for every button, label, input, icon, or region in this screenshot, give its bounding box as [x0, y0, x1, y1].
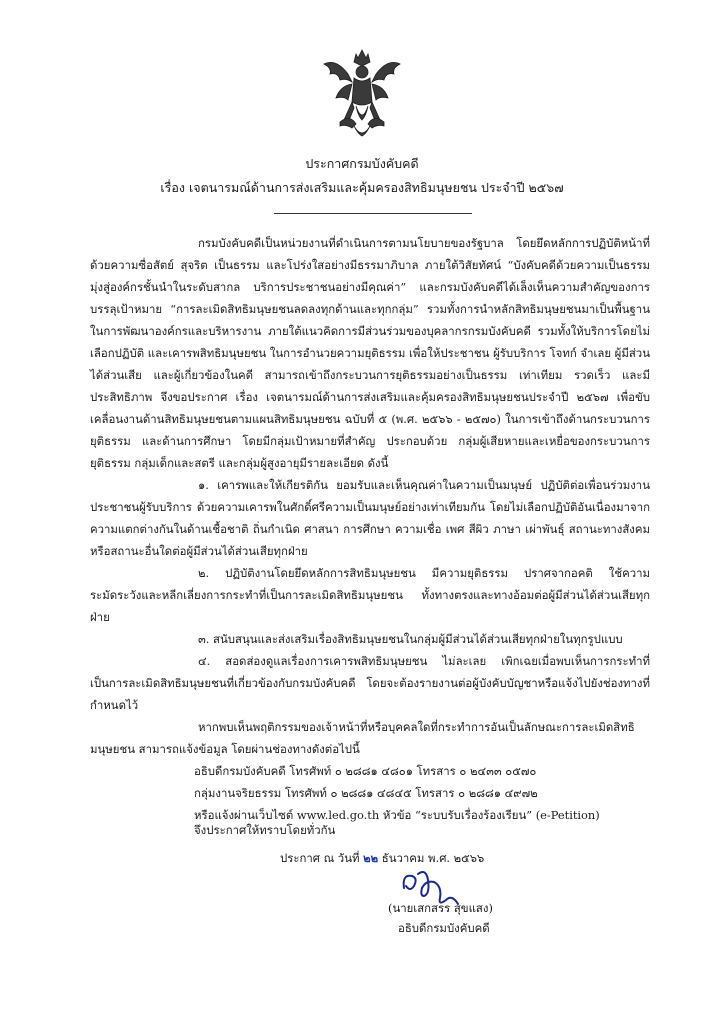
contact-director: อธิบดีกรมบังคับคดี โทรศัพท์ ๐ ๒๘๘๑ ๔๘๐๑ โทรสาร ๐ ๒๔๓๓ ๐๕๗๐ — [194, 764, 537, 778]
closing-statement: จึงประกาศให้ทราบโดยทั่วกัน — [194, 823, 336, 837]
announcement-title: ประกาศกรมบังคับคดี — [305, 156, 419, 171]
list-item: ๑. เคารพและให้เกียรติกัน ยอมรับและเห็นคุณค่าในความเป็นมนุษย์ ปฏิบัติต่อเพื่อนร่วมงาน ประชาชนผู้รับบริการ ด้วยความเคารพในศักดิ์ศรีความเป็นมนุษย์อย่างเท่าเทียมกัน โดยไม่เลือกปฏิบัติอันเนื่องมาจากความแตกต่างกันในด้านเชื้อชาติ ถิ่นกำเนิด ศาสนา การศึกษา ความเชื่อ เพศ สีผิว ภาษา เผ่าพันธุ์ สถานะทางสังคม หรือสถานะอื่นใดต่อผู้มีส่วนได้ส่วนเสียทุกฝ่าย — [90, 478, 650, 558]
divider — [274, 213, 472, 214]
garuda-emblem-icon — [318, 44, 406, 144]
list-item: ๒. ปฏิบัติงานโดยยึดหลักการสิทธิมนุษยชน มีความยุติธรรม ปราศจากอคติ ใช้ความระมัดระวังและหลีกเลี่ยงการกระทำที่เป็นการละเมิดสิทธิมนุษยชน ทั้งทางตรงและทางอ้อมต่อผู้มีส่วนได้ส่วนเสียทุกฝ่าย — [90, 566, 650, 624]
contact-ethics-group: กลุ่มงานจริยธรรม โทรศัพท์ ๐ ๒๘๘๑ ๔๘๔๕ โทรสาร ๐ ๒๘๘๑ ๔๙๗๒ — [194, 786, 538, 800]
signer-title: อธิบดีกรมบังคับคดี — [398, 921, 490, 935]
intro-paragraph: กรมบังคับคดีเป็นหน่วยงานที่ดำเนินการตามนโยบายของรัฐบาล โดยยึดหลักการปฏิบัติหน้าที่ด้วยความซื่อสัตย์ สุจริต เป็นธรรม และโปร่งใสอย่างมีธรรมาภิบาล ภายใต้วิสัยทัศน์ “บังคับคดีด้วยความเป็นธรรม มุ่งสู่องค์กรชั้นนำในระดับสากล บริการประชาชนอย่างมีคุณค่า” และกรมบังคับคดีได้เล็งเห็นความสำคัญของการบรรลุเป้าหมาย “การละเมิดสิทธิมนุษยชนลดลงทุกด้านและทุกกลุ่ม” รวมทั้งการนำหลักสิทธิมนุษยชนมาเป็นพื้นฐานในการพัฒนาองค์กรและบริหารงาน ภายใต้แนวคิดการมีส่วนร่วมของบุคลากรกรมบังคับคดี รวมทั้งให้บริการโดยไม่เลือกปฏิบัติ และเคารพสิทธิมนุษยชน ในการอำนวยความยุติธรรม เพื่อให้ประชาชน ผู้รับบริการ โจทก์ จำเลย ผู้มีส่วนได้ส่วนเสีย และผู้เกี่ยวข้องในคดี สามารถเข้าถึงกระบวนการยุติธรรมอย่างเป็นธรรม เท่าเทียม รวดเร็ว และมีประสิทธิภาพ จึงขอประกาศ เรื่อง เจตนารมณ์ด้านการส่งเสริมและคุ้มครองสิทธิมนุษยชนประจำปี ๒๕๖๗ เพื่อขับเคลื่อนงานด้านสิทธิมนุษยชนตามแผนสิทธิมนุษยชน ฉบับที่ ๕ (พ.ศ. ๒๕๖๖ - ๒๕๗๐) ในการเข้าถึงด้านกระบวนการยุติธรรม และด้านการศึกษา โดยมีกลุ่มเป้าหมายที่สำคัญ ประกอบด้วย กลุ่มผู้เสียหายและเหยื่อของกระบวนการยุติธรรม กลุ่มเด็กและสตรี และกลุ่มผู้สูงอายุมีรายละเอียด ดังนี้ — [90, 236, 650, 470]
date-month-year: ธันวาคม พ.ศ. ๒๕๖๖ — [381, 851, 485, 865]
signer-name: (นายเสกสรร สุขแสง) — [388, 901, 493, 915]
announcement-subject: เรื่อง เจตนารมณ์ด้านการส่งเสริมและคุ้มครองสิทธิมนุษยชน ประจำปี ๒๕๖๗ — [160, 180, 564, 195]
announcement-body — [90, 232, 650, 826]
list-item: ๔. สอดส่องดูแลเรื่องการเคารพสิทธิมนุษยชน ไม่ละเลย เพิกเฉยเมื่อพบเห็นการกระทำที่เป็นการละเมิดสิทธิมนุษยชนที่เกี่ยวข้องกับกรมบังคับคดี โดยจะต้องรายงานต่อผู้บังคับบัญชาหรือแจ้งไปยังช่องทางที่กำหนดไว้ — [90, 654, 650, 712]
list-item: ๓. สนับสนุนและส่งเสริมเรื่องสิทธิมนุษยชนในกลุ่มผู้มีส่วนได้ส่วนเสียทุกฝ่ายในทุกรูปแบบ — [198, 632, 623, 646]
date-day: ๒๒ — [363, 851, 379, 865]
date-prefix: ประกาศ ณ วันที่ — [280, 851, 360, 865]
contact-website: หรือแจ้งผ่านเว็บไซต์ www.led.go.th หัวข้อ “ระบบรับเรื่องร้องเรียน” (e-Petition) — [194, 808, 600, 822]
report-channels-intro: หากพบเห็นพฤติกรรมของเจ้าหน้าที่หรือบุคคลใดที่กระทำการอันเป็นลักษณะการละเมิดสิทธิมนุษยชน สามารถแจ้งข้อมูล โดยผ่านช่องทางดังต่อไปนี้ — [90, 720, 635, 756]
